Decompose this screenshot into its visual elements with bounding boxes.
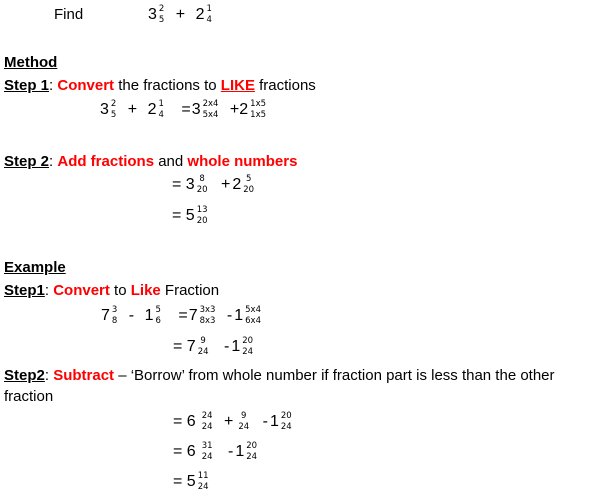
numerator: 20 <box>280 411 292 421</box>
denominator: 5x4 <box>202 110 219 120</box>
example-step2-line3 <box>173 471 210 493</box>
denominator: 20 <box>243 185 255 195</box>
fraction <box>245 441 258 463</box>
whole-part: 2 <box>239 101 249 118</box>
example-step1-line2 <box>173 336 254 358</box>
denominator: 24 <box>201 422 213 432</box>
mixed-number <box>100 99 117 121</box>
fraction <box>196 174 209 196</box>
fraction <box>157 99 164 121</box>
equals-sign: = <box>172 207 182 224</box>
operator: + <box>229 101 240 118</box>
colon: : <box>44 282 50 299</box>
equals-sign: = <box>173 413 183 430</box>
whole-part: 6 <box>186 413 196 430</box>
denominator: 6x4 <box>245 316 261 326</box>
operator: - <box>223 338 230 355</box>
colon: : <box>49 77 54 94</box>
numerator: 2 <box>110 99 117 109</box>
equals-sign: = <box>173 338 183 355</box>
step-text: Fraction <box>160 282 220 299</box>
fraction <box>199 305 217 327</box>
mixed-number <box>239 99 267 121</box>
example-step2-text <box>4 367 555 384</box>
fraction <box>202 99 220 121</box>
numerator: 2x4 <box>202 99 219 109</box>
numerator: 8 <box>199 174 205 184</box>
example-step2-text-cont: fraction <box>4 388 54 405</box>
mixed-number <box>101 305 118 327</box>
numerator: 3 <box>111 305 118 315</box>
numerator: 24 <box>201 411 213 421</box>
method-step2-line1 <box>172 174 255 196</box>
fraction <box>197 471 210 493</box>
mixed-number <box>235 441 258 463</box>
equals-sign: = <box>181 101 191 118</box>
numerator: 1 <box>158 99 164 109</box>
step-text: the fractions to <box>114 77 221 94</box>
whole-part: 7 <box>188 307 198 324</box>
fraction <box>201 411 214 433</box>
denominator: 5 <box>158 15 165 25</box>
mixed-number <box>189 305 217 327</box>
whole-part: 6 <box>186 443 196 460</box>
operator: - <box>226 307 233 324</box>
whole-part: 3 <box>185 176 195 193</box>
fraction <box>110 99 117 121</box>
fraction <box>244 305 262 327</box>
whole-part: 3 <box>100 101 109 118</box>
fraction <box>280 411 293 433</box>
fraction <box>197 336 210 358</box>
numerator: 5 <box>245 174 252 184</box>
numerator: 1x5 <box>250 99 267 109</box>
step-label: Step 1 <box>4 77 50 94</box>
mixed-number <box>186 174 209 196</box>
step-text: fractions <box>254 77 316 94</box>
mixed-number <box>270 411 293 433</box>
fraction <box>205 4 212 26</box>
mixed-number <box>187 336 210 358</box>
mixed-number <box>187 441 214 463</box>
mixed-number <box>187 411 214 433</box>
denominator: 4 <box>158 110 164 120</box>
denominator: 1x5 <box>250 110 267 120</box>
whole-part: 1 <box>235 443 245 460</box>
fraction <box>249 99 267 121</box>
mixed-number <box>196 4 213 26</box>
method-step1-text <box>4 77 316 94</box>
whole-part: 2 <box>195 6 205 23</box>
method-step2-line2 <box>172 205 209 227</box>
numerator: 31 <box>201 441 213 451</box>
denominator: 20 <box>196 216 208 226</box>
numerator: 1 <box>206 4 212 14</box>
operator: - <box>227 443 234 460</box>
mixed-number <box>234 305 262 327</box>
denominator: 5 <box>110 110 117 120</box>
numerator: 20 <box>242 336 254 346</box>
whole-part: 2 <box>147 101 157 118</box>
whole-part: 5 <box>186 473 196 490</box>
mixed-number <box>187 471 210 493</box>
method-step1-equation <box>100 99 267 121</box>
method-step2-text <box>4 153 297 170</box>
numerator: 2 <box>158 4 165 14</box>
keyword-whole-numbers: whole numbers <box>187 153 298 170</box>
keyword-convert: Convert <box>57 77 115 94</box>
denominator: 20 <box>196 185 208 195</box>
find-label: Find <box>54 6 84 23</box>
equals-sign: = <box>173 473 183 490</box>
fraction <box>154 305 161 327</box>
whole-part: 1 <box>231 338 241 355</box>
denominator: 8x3 <box>199 316 216 326</box>
denominator: 24 <box>242 347 254 357</box>
whole-part: 5 <box>185 207 195 224</box>
denominator: 24 <box>201 452 213 462</box>
fraction <box>241 336 254 358</box>
numerator: 5x4 <box>245 305 261 315</box>
whole-part: 2 <box>232 176 242 193</box>
example-step2-line2 <box>173 441 258 463</box>
equals-sign: = <box>178 307 188 324</box>
whole-part: 3 <box>191 101 201 118</box>
step-label: Step2 <box>4 367 45 384</box>
method-heading: Method <box>4 54 58 71</box>
fraction <box>201 441 214 463</box>
denominator: 24 <box>238 422 250 432</box>
whole-part: 7 <box>101 307 110 324</box>
numerator: 13 <box>196 205 208 215</box>
example-step2-line1 <box>173 411 293 433</box>
whole-part: 7 <box>186 338 196 355</box>
mixed-number <box>148 99 165 121</box>
denominator: 8 <box>111 316 118 326</box>
step-label: Step 2 <box>4 153 50 170</box>
mixed-number <box>232 174 255 196</box>
equals-sign: = <box>172 176 182 193</box>
colon: : <box>44 367 50 384</box>
find-expression <box>148 4 213 26</box>
denominator: 24 <box>197 347 209 357</box>
operator: - <box>262 413 268 430</box>
numerator: 9 <box>241 411 247 421</box>
whole-part: 3 <box>148 6 157 23</box>
denominator: 4 <box>206 15 212 25</box>
mixed-number <box>186 205 209 227</box>
step-text: to <box>109 282 131 299</box>
fraction <box>158 4 165 26</box>
denominator: 6 <box>155 316 161 326</box>
equals-sign: = <box>173 443 183 460</box>
denominator: 24 <box>280 422 292 432</box>
numerator: 5 <box>155 305 161 315</box>
denominator: 24 <box>197 482 209 492</box>
fraction <box>237 411 250 433</box>
keyword-subtract: Subtract <box>53 367 115 384</box>
keyword-convert: Convert <box>53 282 110 299</box>
fraction <box>196 205 209 227</box>
fraction <box>111 305 118 327</box>
operator: + <box>127 101 138 118</box>
example-step1-text <box>4 282 219 299</box>
operator: + <box>223 413 234 430</box>
numerator: 11 <box>197 471 209 481</box>
denominator: 24 <box>246 452 258 462</box>
mixed-number <box>231 336 254 358</box>
mixed-number <box>148 4 165 26</box>
example-step1-line1 <box>101 305 262 327</box>
operator: + <box>175 6 186 23</box>
keyword-add-fractions: Add fractions <box>57 153 155 170</box>
mixed-number <box>192 99 220 121</box>
colon: : <box>49 153 54 170</box>
fraction <box>242 174 255 196</box>
operator: + <box>220 176 231 193</box>
whole-part: 1 <box>234 307 244 324</box>
numerator: 20 <box>246 441 258 451</box>
keyword-like: LIKE <box>220 77 255 94</box>
whole-part: 1 <box>269 413 279 430</box>
step-text: – ‘Borrow’ from whole number if fraction part is less than the other <box>114 367 555 384</box>
mixed-number <box>145 305 162 327</box>
operator: - <box>128 307 135 324</box>
whole-part: 1 <box>144 307 154 324</box>
step-text: and <box>154 153 188 170</box>
numerator: 9 <box>200 336 206 346</box>
keyword-like: Like <box>130 282 161 299</box>
step-label: Step1 <box>4 282 45 299</box>
example-heading: Example <box>4 259 66 276</box>
numerator: 3x3 <box>199 305 216 315</box>
